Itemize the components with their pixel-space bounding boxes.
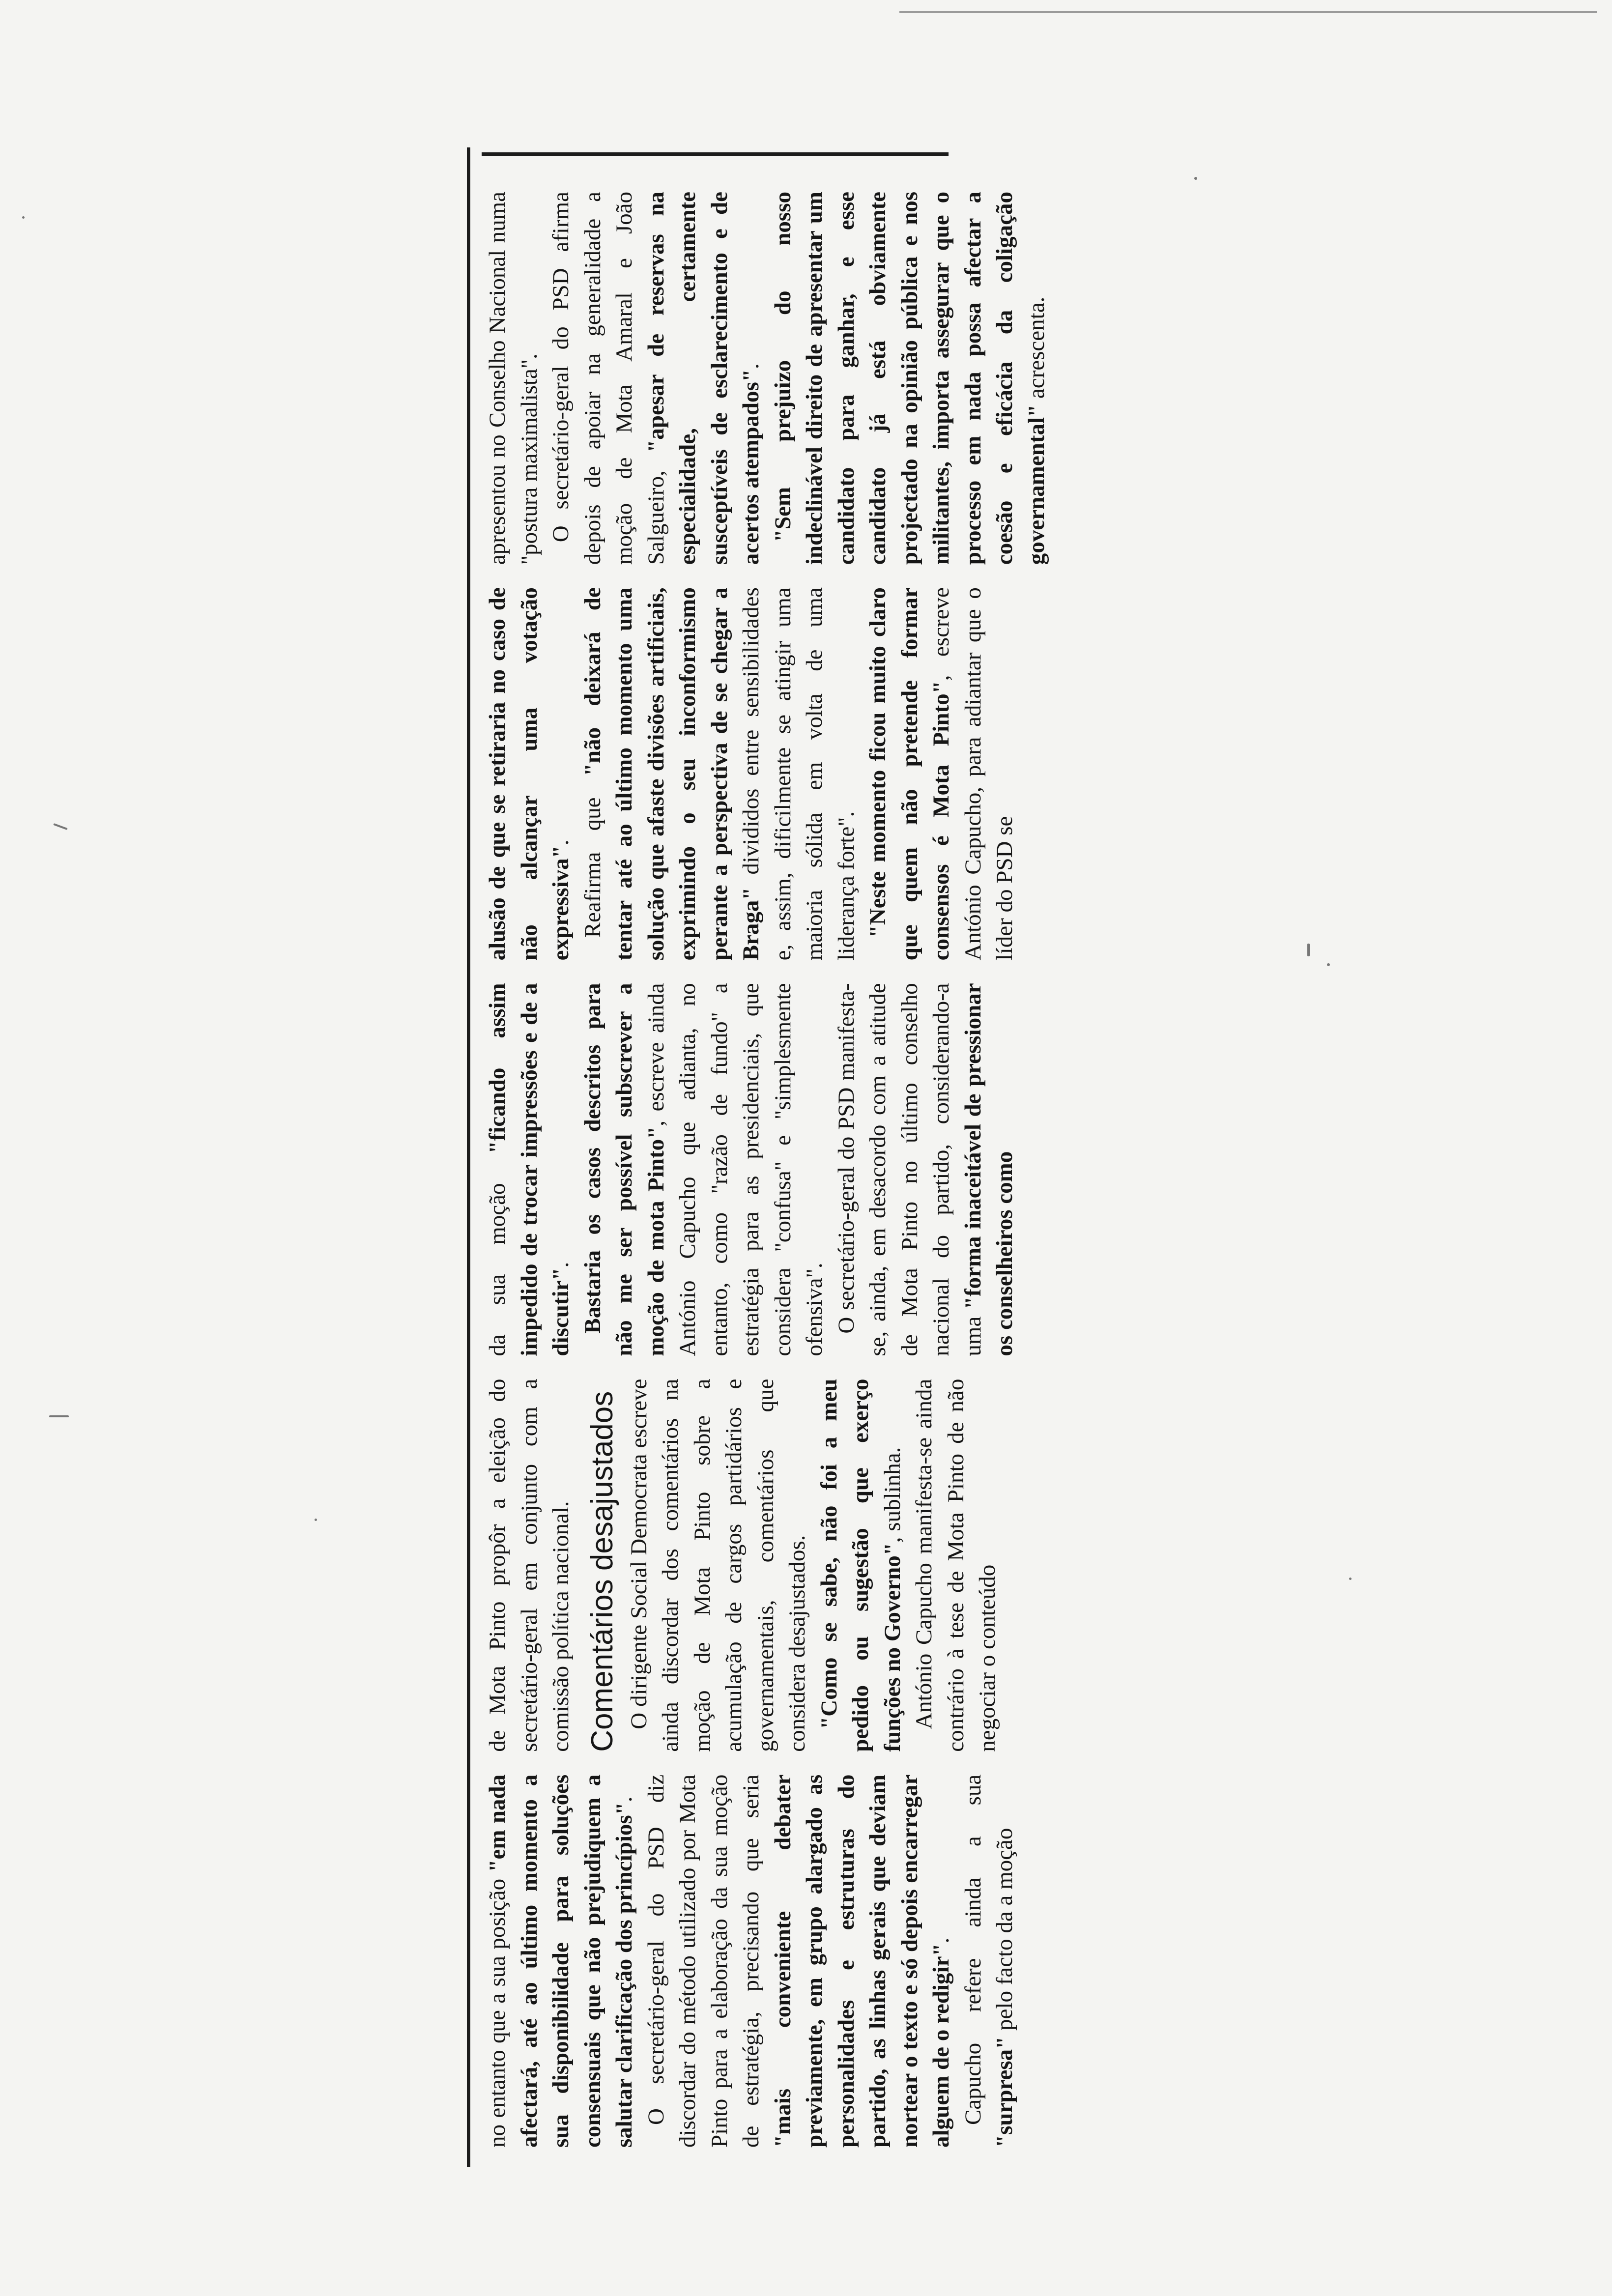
bold-quote: "em nada afectará, até ao último momento a sua disponibilidade para soluções consensuais que não prejudiquem a salutar clarificação dos princípios" xyxy=(485,1774,637,2148)
bold-quote: "apesar de reservas na especialidade, certamente susceptíveis de esclarecimento e de acertos atempados" xyxy=(643,191,764,565)
paragraph xyxy=(577,983,831,1356)
article-column-1 xyxy=(482,1774,1017,2148)
text-run: . xyxy=(611,1796,637,1803)
bold-quote: "mais conveniente debater previamente, em grupo alargado as personalidades e estruturas do partido, as linhas gerais que deviam nortear o texto e só depois encarregar alguem de o redigir" xyxy=(770,1774,954,2148)
article-column-5 xyxy=(482,191,1049,565)
article-column-2 xyxy=(482,1378,1000,1752)
clipping-column-rule xyxy=(482,152,949,156)
bold-quote: "Como se sabe, não foi a meu pedido ou sugestão que exerço funções no Governo" xyxy=(816,1378,905,1752)
text-run: pelo facto da a moção xyxy=(992,1828,1017,2037)
text-run: da sua moção xyxy=(485,1153,510,1356)
bold-quote: "Neste momento ficou muito claro que quem não pretende formar consensos é Mota Pinto" xyxy=(865,587,954,961)
paragraph xyxy=(767,192,1053,565)
bold-quote: "surpresa" xyxy=(992,2036,1017,2148)
paragraph xyxy=(813,1379,909,1752)
text-run: no entanto que a sua posição xyxy=(485,1872,510,2148)
text-run: acrescenta. xyxy=(1023,296,1049,404)
scan-speck xyxy=(1349,1578,1352,1580)
scan-speck xyxy=(49,1415,69,1417)
scan-speck xyxy=(22,216,25,219)
newspaper-clipping xyxy=(462,147,1049,2167)
text-run: Reafirma que xyxy=(579,776,605,938)
paragraph: apresentou no Conselho Nacional numa "postura maximalista". xyxy=(485,191,542,565)
text-run: . xyxy=(738,363,764,370)
paragraph: António Capucho manifesta-se ainda contrário à tese de Mota Pinto de não negociar o conteúdo xyxy=(911,1378,1000,1752)
paragraph xyxy=(862,587,1021,960)
text-run: . xyxy=(548,1262,574,1268)
paragraph xyxy=(482,1775,640,2148)
text-run: divididos entre sensibilidades e, assim, dificilmente se atingir uma maioria sólida em volta de uma liderança forte". xyxy=(738,587,859,961)
text-run: Capucho refere ainda a sua xyxy=(960,1774,986,2125)
paragraph xyxy=(482,983,577,1356)
scan-speck xyxy=(53,823,68,830)
article-column-3 xyxy=(482,983,1017,1356)
text-run: O secretário-geral do PSD manifesta-se, ainda, em desacordo com a atitude de Mota Pinto no último conselho nacional do partido, considerando-a uma xyxy=(833,983,986,1356)
paragraph xyxy=(577,587,863,960)
clipping-top-rule xyxy=(467,147,470,2167)
text-run: , sublinha. xyxy=(879,1447,905,1543)
text-run: , escreve ainda António Capucho que adianta, no entanto, como "razão de fundo" a estratégia para as presidenciais, que considera "confusa" e "simplesmente ofensiva". xyxy=(643,983,827,1356)
paragraph xyxy=(957,1775,1021,2148)
section-subheading: Comentários desajustados xyxy=(585,1391,619,1752)
bold-quote: "Sem prejuizo do nosso indeclinável direito de apresentar um candidato para ganhar, e esse candidato já está obviamente projectado na opinião pública e nos militantes, importa assegurar que o processo em nada possa afectar a coesão e eficácia da coligação governamental" xyxy=(770,191,1049,565)
scan-speck xyxy=(1194,177,1197,180)
bold-quote: "não deixará de tentar até ao último momento uma solução que afaste divisões artificiais, exprimindo o seu inconformismo perante a perspectiva de se chegar a Braga" xyxy=(579,587,764,961)
paragraph: de Mota Pinto propôr a eleição do secretário-geral em conjunto com a comissão política nacional. xyxy=(485,1378,574,1752)
scan-speck xyxy=(315,1519,317,1521)
scan-speck xyxy=(1307,944,1310,956)
text-run: O secretário-geral do PSD afirma depois de apoiar na generalidade a moção de Mota Amaral e João Salgueiro, xyxy=(548,191,669,565)
paragraph xyxy=(640,1775,957,2148)
text-run: . xyxy=(928,1937,954,1944)
paragraph: O dirigente Social Democrata escreve ainda discordar dos comentários na moção de Mota Pinto sobre a acumulação de cargos partidários e governamentais, comentários que considera desajustados. xyxy=(626,1378,810,1752)
article-column-4 xyxy=(482,587,1017,961)
scan-edge-line xyxy=(899,11,1597,13)
paragraph xyxy=(545,192,767,565)
text-run: . xyxy=(548,839,574,846)
article-columns xyxy=(482,191,1049,2148)
bold-quote: alusão de que se retiraria no caso de não alcançar uma votação expressiva" xyxy=(485,587,574,961)
paragraph xyxy=(482,587,577,960)
paragraph xyxy=(831,983,1021,1356)
bold-quote: "ficando assim impedido de trocar impressões e de a discutir" xyxy=(485,983,574,1356)
scan-speck xyxy=(1327,963,1330,966)
text-run: O secretário-geral do PSD diz discordar do método utilizado por Mota Pinto para a elaboração da sua moção de estratégia, precisando que seria xyxy=(643,1774,764,2148)
bold-quote: Bastaria os casos descritos para não me ser possível subscrever a moção de mota Pinto" xyxy=(579,983,669,1356)
bold-quote: "forma inaceitável de pressionar os conselheiros como xyxy=(960,983,1017,1356)
text-run: , escreve António Capucho, para adiantar que o líder do PSD se xyxy=(928,587,1017,961)
